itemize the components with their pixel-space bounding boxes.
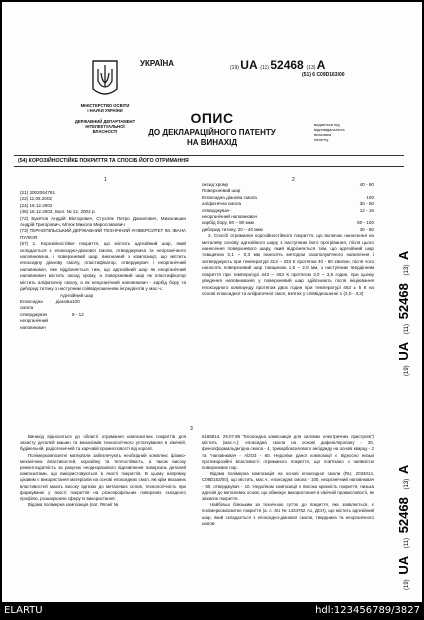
- pub-note-line: власника: [314, 132, 332, 137]
- side-patent-number: 52468: [396, 497, 411, 534]
- column-number-1: 1: [104, 177, 107, 183]
- left-column: [20, 190, 186, 331]
- publication-note: [314, 122, 374, 142]
- pub-note-line: відповідальність: [314, 127, 345, 132]
- side-code-19: (19): [404, 365, 410, 376]
- svg-text:(19) UA (11): [396, 250, 411, 376]
- body-paragraph: Відома полімерна композиція (пат. Японії №: [28, 502, 119, 508]
- ingredient-name: диборид титану, 20 – 40 мкм: [202, 226, 263, 232]
- side-code-13: (13): [404, 264, 410, 276]
- ingredient-name: аліфатична смола: [202, 201, 242, 207]
- ingredient-name: отверджувач-: [202, 207, 231, 213]
- country-name: УКРАЇНА: [140, 59, 175, 68]
- ingredient-name: неорганічний наповнювач: [20, 318, 48, 330]
- ingredient-amount: 12 - 16: [359, 207, 374, 213]
- side-code-13: (13): [404, 478, 410, 490]
- pub-note-line: патенту: [314, 137, 329, 142]
- field-73-owner: (73) ТЕРНОПІЛЬСЬКИЙ ДЕРЖАВНИЙ ТЕХНІЧНИЙ УНІВЕРСИТЕТ ІМ. ІВАНА ПУЛЮЯ: [20, 228, 186, 240]
- body-right: [202, 434, 374, 527]
- country-code: UA: [240, 58, 258, 72]
- ingredient-amount: 100: [366, 194, 374, 200]
- department-line-2: ІНТЕЛЕКТУАЛЬНОЇ: [85, 124, 125, 129]
- ingredient-name: Поверхневий шар: [202, 188, 241, 194]
- department-line-3: ВЛАСНОСТІ: [92, 129, 118, 134]
- ingredient-name: карбід бору, 60 – 80 мкм: [202, 220, 254, 226]
- ministry-line-1: МІНІСТЕРСТВО ОСВІТИ: [80, 103, 130, 108]
- ingredient-name: Епоксидна діанова смола: [202, 194, 257, 200]
- ingredient-name: оксид хрому: [202, 182, 229, 187]
- body-paragraph: Відома полімерна композиція на основі епоксидної смоли (RU, 2034014, С09D163/00), що містить, мас.ч.: епоксидна смола - 100, неорганічний наповнювач - 50, отверджувач - 10. Недоліком композиції є висока крихкість покриття, низька адгезія до металевих основ, що обмежує використання в хімічній промисловості, як захисне покриття.: [202, 471, 374, 502]
- side-code-11: (11): [404, 323, 410, 335]
- ukraine-trident-emblem: [92, 59, 118, 101]
- side-country-code: UA: [396, 341, 411, 361]
- kind-code: A: [316, 58, 326, 72]
- field-46: (46) 16.12.2002, Бюл. № 12, 2002 р.: [20, 209, 96, 215]
- column-number-2: 2: [292, 177, 295, 183]
- ingredient-amount: 80 - 100: [357, 220, 374, 226]
- handle-id: hdl:123456789/3827: [315, 605, 420, 616]
- doc-title: ОПИС: [190, 110, 234, 126]
- side-country-code: UA: [396, 555, 411, 575]
- body-paragraph: Винахід відноситься до області отримання композитних покриттів для захисту деталей машин та механізмів технологічного устаткування в хімічній, будівельній, радіотехнічній та харчовій промисловості від корозії.: [20, 434, 186, 452]
- page-number: 3: [190, 426, 193, 432]
- patent-number: 52468: [270, 58, 304, 72]
- side-code-11: (11): [404, 537, 410, 549]
- svg-text:(19) UA (11): [396, 464, 411, 590]
- ministry-line-2: І НАУКИ УКРАЇНИ: [87, 108, 123, 113]
- body-paragraph: 6185914, 29.07.88 "Епоксидна композиція для силових електричних пристроїв") містить (мас.ч.): епоксидна смола на основі дифенілпропану - 30, фенолформальдегідна смола - 4, трикарбоксилового ангідриду на основі кварцу - 2 та "наповнювач - Al2O3 - 60. Недоліки даної композиції є відносно низькі протикорозійні властивості отриманого покриття, що пов'язано з наявністю поверхневих пор.: [202, 434, 374, 471]
- doc-subtitle-1: ДО ДЕКЛАРАЦІЙНОГО ПАТЕНТУ: [148, 128, 276, 137]
- side-kind-code: A: [396, 464, 411, 475]
- composition-row: [20, 299, 186, 312]
- body-left: [20, 434, 186, 508]
- ingredient-amount: 100: [72, 298, 80, 304]
- pub-note-line: видається під: [314, 122, 340, 127]
- side-patent-number: 52468: [396, 283, 411, 320]
- invention-title: (54) КОРОЗІЙНОСТІЙКЕ ПОКРИТТЯ ТА СПОСІБ ЙОГО ОТРИМАННЯ: [14, 155, 404, 167]
- patent-page: [2, 2, 422, 602]
- body-paragraph: Полімеркомпозитні матеріали забезпечують необхідний комплекс фізико-механічних властивостей, корозійну та теплостійкість, а також високу ремонтоздатність за рахунок неодноразового відновлення поверхонь деталей композитами, що використовуються в якості покриттів. В цьому напрямку цікавим є використання матеріалів на основі епоксидних смол, які крім вказаних властивостей мають високу адгезію до металевих основ, технологічність при формуванні у якості покриттів на різнопрофільних поверхнях складного профілю, розширюючи сферу їх використання.: [20, 452, 186, 502]
- field-24: (24) 16.12.2002: [20, 202, 53, 208]
- side-kind-code: A: [396, 250, 411, 261]
- ingredient-name: отверджувач: [20, 311, 48, 317]
- field-72-inventors: (72) Букетов Андрій Вікторович, Стухляк Петро Данилович, Михалишин Андрій Григорович, Мітюк Микола Мирославович: [20, 215, 186, 228]
- ingredient-amount: 30 - 50: [359, 201, 374, 207]
- viewer-status-bar: [0, 603, 424, 620]
- code-19: (19): [230, 65, 239, 71]
- ipc-class: (51) 6 C09D163/00: [302, 72, 345, 78]
- adhesive-layer-caption: Адгезійний шар: [60, 292, 94, 298]
- body-paragraph: Найбільш близьким за технічною суттю до покриття, яке заявляється, є полімеркомпозитне покриття (а. с. SU № 1434762 А1, ДСН), що містить адгезійний шар, який складається з епоксидно-діанової смоли, твердника та неорганічного напов-: [202, 502, 374, 526]
- department-line-1: ДЕРЖАВНИЙ ДЕПАРТАМЕНТ: [74, 119, 136, 124]
- doc-subtitle-2: НА ВИНАХІД: [186, 138, 238, 147]
- code-11: (11): [260, 65, 269, 71]
- claim-1: (57) 1. Корозійностійке покриття, що містить адгезійний шар, який складається з епоксидно-діанової смоли, отверджувача та неорганічного наповнювача, і поверхневий шар, виконаний з композиції, що містить епоксидну діанову смолу, пластифікатор, отверджувач і неорганічний наповнювач, яке відрізняється тим, що адгезійний шар як неорганічний наповнювач містить оксид хрому, а поверхневий шар як пластифікатор містить аліфатичну смолу, а як неорганічний наповнювач - карбід бору та диборид титану з наступним співвідношенням інгредієнтів у мас.ч.:: [20, 241, 186, 292]
- side-code-19: (19): [404, 579, 410, 590]
- repository-name: ELARTU: [4, 605, 43, 616]
- code-13: (13): [306, 65, 316, 71]
- composition-row: [20, 318, 186, 331]
- field-21: (21) 2002064781: [20, 190, 55, 195]
- ingredient-name: Епоксидна діанова смола: [20, 298, 72, 311]
- side-code-upper: [378, 180, 418, 380]
- side-code-lower: [378, 394, 418, 594]
- ingredient-name: неорганічний наповнювач: [202, 214, 258, 220]
- ingredient-amount: 8 - 12: [72, 311, 84, 317]
- claim-2: 2. Спосіб отримання корозійностійкого покриття, що включає нанесення на металеву основу адгезійного шару з наступним його прогрівання, після цього нанесення поверхневого шару, який відрізняється тим, що адгезійний шар товщиною 0,1 – 0,3 мм наносять методом газополум'яного напилення і затверджують при температурі 313 – 333 К протягом 40 - 60 хвилин, після чого наносять поверхневий шар товщиною 1,5 – 2,0 мм, з наступним твердінням покриття при температурі 443 – 463 К протягом 3,0 – 3,5 годин, при цьому уведення наповнювачів у поверхневий шар здійснюють після ініціювання епоксидного компаунду протягом двох годин при температурі 463 ± 5 К на основі епоксидної та аліфатичної смол, взятих у співвідношенні 1 (2,0 - 3,3): [202, 233, 374, 296]
- patent-header: [230, 58, 325, 72]
- right-column: [202, 182, 374, 297]
- ingredient-amount: 40 - 60: [359, 226, 374, 232]
- field-22: (22) 11.06.2002: [20, 196, 53, 202]
- ingredient-amount: 40 - 60: [359, 182, 374, 187]
